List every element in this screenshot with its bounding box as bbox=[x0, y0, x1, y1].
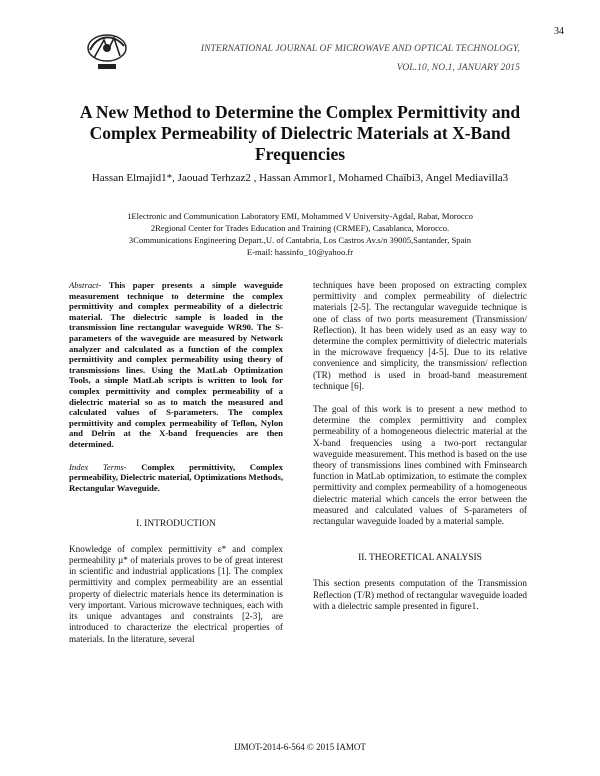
paragraph: This section presents computation of the Transmission Reflection (T/R) method of rectangular waveguide loaded with a dielectric sample presented in figure1. bbox=[313, 578, 527, 611]
affiliations bbox=[60, 210, 540, 258]
title-line: Complex Permeability of Dielectric Materials at X-Band bbox=[89, 123, 511, 143]
right-column bbox=[313, 280, 527, 624]
paragraph: The goal of this work is to present a new method to determine the complex permittivity and complex permeability of a homogeneous dielectric material at the X-band frequencies using a two-port rectangular waveguide measurement. This method is based on the use theory of transmissions lines combined with Fminsearch function in MatLab optimization, to estimate the complex permittivity and complex permeability of a homogeneous dielectric material which cancels the error between the measured and calculated values of S-parameters of rectangular waveguide loaded by a material sample. bbox=[313, 404, 527, 527]
index-terms bbox=[69, 462, 283, 494]
paper-title bbox=[40, 102, 560, 165]
author-list: Hassan Elmajid1*, Jaouad Terhzaz2 , Hassan Ammor1, Mohamed Chaïbi3, Angel Mediavilla3 bbox=[91, 172, 509, 184]
journal-issue: VOL.10, NO.1, JANUARY 2015 bbox=[396, 63, 520, 73]
affiliation: 1Electronic and Communication Laboratory EMI, Mohammed V University-Agdal, Rabat, Morocco bbox=[127, 211, 473, 221]
journal-name: INTERNATIONAL JOURNAL OF MICROWAVE AND OPTICAL TECHNOLOGY, bbox=[200, 44, 520, 54]
paragraph: techniques have been proposed on extracting complex permittivity and complex permeability of dielectric materials [2-5]. The rectangular waveguide technique is one of class of two ports measurement (Transmission/ Reflection). It has been widely used as an easy way to determine the complex permittivity of dielectric materials in the microwave frequency [4-5]. Due to its relative convenience and simplicity, the transmission/ reflection (TR) method is used in broad-band measurement technique [6]. bbox=[313, 280, 527, 391]
index-terms-text: Complex permittivity, Complex permeability, Dielectric material, Optimizations Methods, Rectangular Waveguide. bbox=[69, 461, 284, 493]
journal-logo-icon bbox=[84, 28, 130, 74]
section-heading: II. THEORETICAL ANALYSIS bbox=[358, 553, 482, 564]
affiliation: 2Regional Center for Trades Education and Training (CRMEF), Casablanca, Morocco. bbox=[150, 223, 450, 233]
abstract-text: This paper presents a simple waveguide measurement technique to determine the complex permittivity and complex permeability of a dielectric material. The dielectric sample is loaded in the transmission line rectangular waveguide WR90. The S-parameters of the waveguide are measured by Network analyzer and calculated as a function of the complex permittivity and complex permeability using theory of transmissions lines. Using the MatLab Optimization Tools, a simple MatLab scripts is written to look for complex permittivity and complex permeability of a dielectric material so as to match the measured and calculated values of S-parameters. The complex permittivity and complex permeability of Teflon, Nylon and Delrin at the X-band frequencies are then determined. bbox=[69, 280, 283, 449]
title-line: Frequencies bbox=[254, 144, 346, 164]
email: E-mail: hassinfo_10@yahoo.fr bbox=[246, 247, 354, 257]
index-terms-label: Index Terms- bbox=[69, 461, 127, 472]
title-line: A New Method to Determine the Complex Permittivity and bbox=[79, 102, 521, 122]
journal-header bbox=[140, 44, 520, 82]
page-number: 34 bbox=[554, 26, 564, 37]
section-heading: I. INTRODUCTION bbox=[136, 519, 216, 530]
page-footer: IJMOT-2014-6-564 © 2015 IAMOT bbox=[234, 742, 366, 752]
paragraph: Knowledge of complex permittivity ε* and complex permeability µ* of materials proves to be of great interest in scientific and industrial applications [1]. The complex permittivity and complex permeability are an essential property of dielectric materials hence its determination is very important. Various microwave techniques, each with its unique advantages and constraints [2-3], are introduced to characterize the electrical properties of materials. In the literature, several bbox=[69, 543, 283, 644]
abstract-label: Abstract- bbox=[69, 280, 102, 290]
abstract bbox=[69, 280, 283, 450]
affiliation: 3Communications Engineering Depart.,U. of Cantabria, Los Castros Av.s/n 39005,Santander, Spain bbox=[128, 235, 472, 245]
left-column bbox=[69, 280, 283, 657]
